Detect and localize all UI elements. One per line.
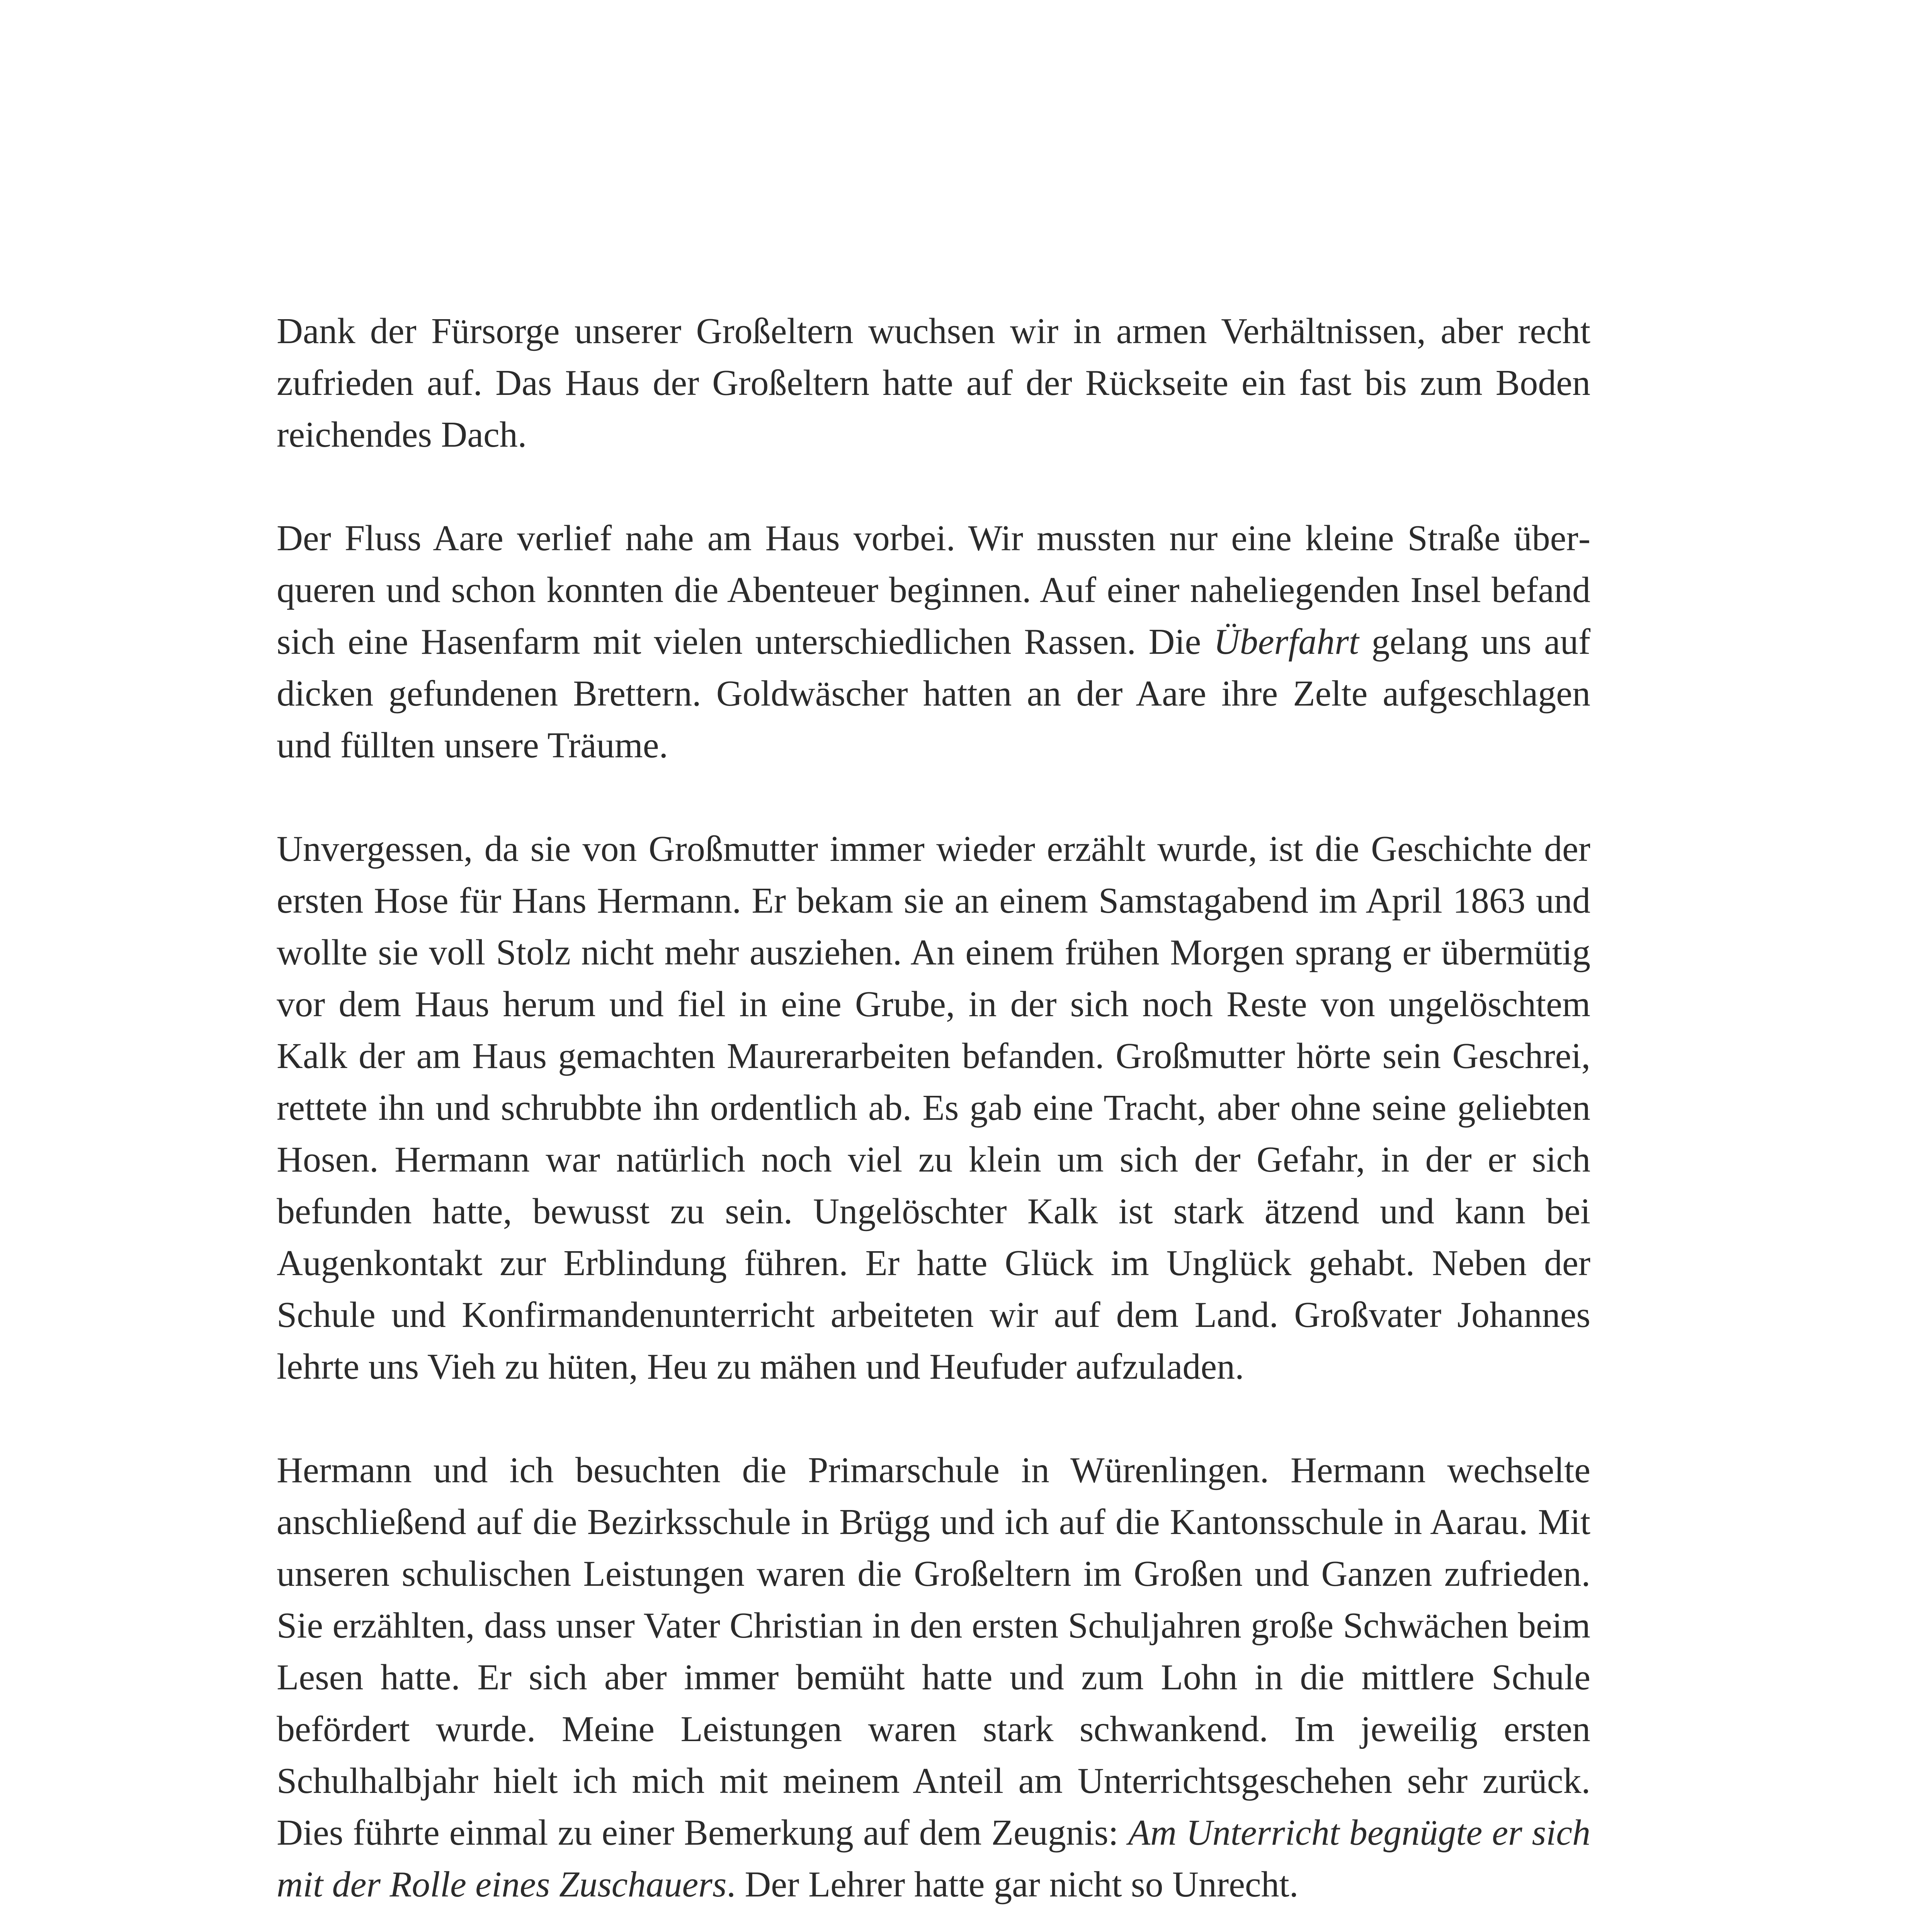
- paragraph-2-emphasis: Überfahrt: [1213, 622, 1359, 662]
- paragraph-1-text: Dank der Fürsorge unserer Großeltern wuchsen wir in armen Verhältnissen, aber recht zufrieden auf. Das Haus der Großeltern hatte auf der Rückseite ein fast bis zum Boden reichendes Dach.: [277, 311, 1590, 455]
- paragraph-4: [277, 1444, 1590, 1910]
- paragraph-3-text: Unvergessen, da sie von Großmutter immer wieder erzählt wurde, ist die Geschichte der ersten Hose für Hans Hermann. Er bekam sie an einem Samstagabend im April 1863 und wollte sie voll Stolz nicht mehr ausziehen. An einem frühen Morgen sprang er übermütig vor dem Haus herum und fiel in eine Grube, in der sich noch Reste von ungelöschtem Kalk der am Haus gemachten Maurerarbeiten befanden. Großmutter hörte sein Geschrei, rettete ihn und schrubbte ihn ordentlich ab. Es gab eine Tracht, aber ohne seine geliebten Hosen. Hermann war natürlich noch viel zu klein um sich der Gefahr, in der er sich befunden hatte, bewusst zu sein. Ungelöschter Kalk ist stark ätzend und kann bei Augenkontakt zur Erblindung führen. Er hatte Glück im Unglück gehabt. Neben der Schule und Konfirmandenunterricht arbeiteten wir auf dem Land. Großvater Johannes lehrte uns Vieh zu hüten, Heu zu mähen und Heufuder aufzuladen.: [277, 829, 1590, 1387]
- paragraph-2: [277, 512, 1590, 771]
- paragraph-4-text-b: . Der Lehrer hatte gar nicht so Unrecht.: [726, 1864, 1299, 1905]
- body-text: [277, 305, 1590, 1932]
- paragraph-1: [277, 305, 1590, 461]
- paragraph-2-text-b: gelang uns auf dicken gefundenen Brettern. Goldwäscher hatten an der Aare ihre Zelte aufgeschlagen und füllten unsere Träume.: [277, 622, 1590, 765]
- paragraph-4-text-a: Hermann und ich besuchten die Primarschule in Würenlingen. Hermann wechselte anschließend auf die Bezirksschule in Brügg und ich auf die Kantonsschule in Aarau. Mit unseren schulischen Leistungen waren die Großeltern im Großen und Ganzen zufrieden. Sie erzählten, dass unser Vater Christian in den ersten Schuljahren große Schwächen beim Lesen hatte. Er sich aber immer bemüht hatte und zum Lohn in die mittlere Schule befördert wurde. Meine Leistungen waren stark schwankend. Im jeweilig ersten Schulhalbjahr hielt ich mich mit meinem Anteil am Unterrichtsgeschehen sehr zurück. Dies führte einmal zu einer Bemerkung auf dem Zeugnis:: [277, 1450, 1590, 1853]
- paragraph-4-emphasis: Am Unterricht begnügte er sich mit der Rolle eines Zuschauers: [277, 1813, 1591, 1905]
- paragraph-3: [277, 823, 1590, 1393]
- paragraph-2-text-a: Der Fluss Aare verlief nahe am Haus vorbei. Wir mussten nur eine kleine Straße überqueren und schon konnten die Abenteuer beginnen. Auf einer naheliegenden Insel befand sich eine Hasenfarm mit vielen unterschiedlichen Rassen. Die: [277, 518, 1590, 662]
